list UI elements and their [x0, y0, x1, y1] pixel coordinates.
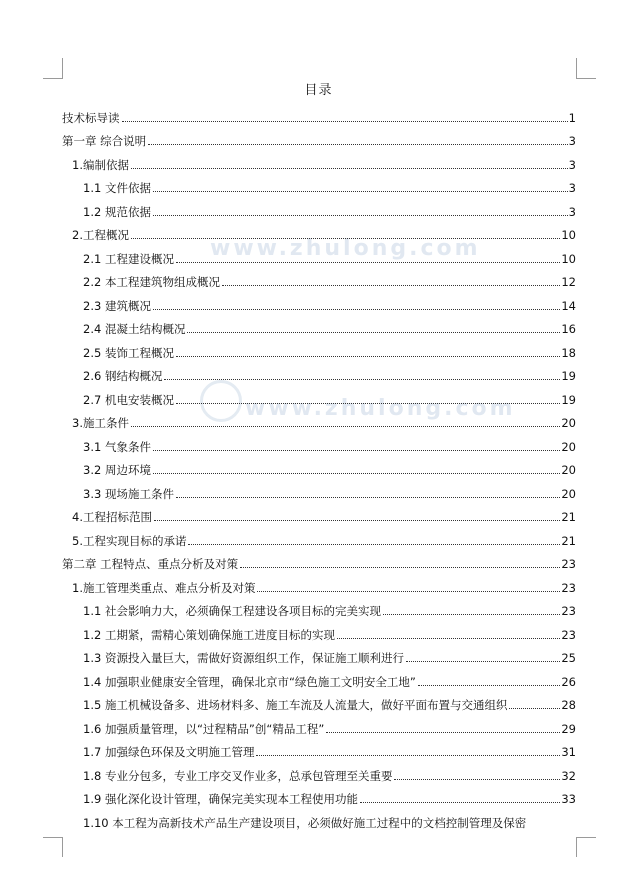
toc-dot-leader [164, 379, 560, 380]
toc-dot-leader [188, 544, 560, 545]
toc-page-number: 20 [561, 416, 576, 430]
toc-page-number: 20 [561, 486, 576, 501]
toc-page-number: 18 [561, 345, 576, 360]
toc-page-number: 3 [568, 157, 576, 172]
toc-page-number: 23 [561, 604, 576, 618]
toc-entry[interactable] [62, 148, 576, 172]
toc-entry-label: 1.5 施工机械设备多、进场材料多、施工车流及人流量大，做好平面布置与交通组织 [83, 698, 508, 712]
toc-page-number: 10 [561, 251, 576, 266]
toc-entry[interactable] [62, 289, 576, 313]
toc-entry-label: 3.施工条件 [72, 416, 129, 430]
toc-page-number: 19 [561, 369, 576, 383]
toc-entry[interactable] [62, 806, 576, 830]
toc-page-number: 3 [568, 204, 576, 219]
crop-mark-top-left [62, 58, 63, 78]
toc-page-number: 21 [561, 510, 576, 524]
toc-entry-label: 5.工程实现目标的承诺 [72, 533, 187, 548]
toc-page-number: 28 [561, 698, 576, 712]
toc-entry[interactable] [62, 689, 576, 713]
toc-dot-leader [153, 450, 560, 451]
toc-entry[interactable] [62, 360, 576, 384]
crop-mark-bottom-left [43, 837, 63, 838]
toc-dot-leader [176, 497, 560, 498]
toc-page-number: 33 [561, 792, 576, 806]
toc-page-number: 20 [561, 439, 576, 454]
toc-entry[interactable] [62, 571, 576, 595]
toc-dot-leader [394, 779, 560, 780]
toc-entry-label: 2.7 机电安装概况 [83, 392, 174, 407]
toc-entry-label: 2.1 工程建设概况 [83, 251, 174, 266]
toc-entry-label: 1.2 规范依据 [83, 204, 151, 219]
crop-mark-bottom-right [576, 837, 577, 857]
toc-page-number: 32 [561, 768, 576, 783]
toc-entry-label: 2.工程概况 [72, 228, 129, 242]
toc-entry[interactable] [62, 524, 576, 548]
toc-dot-leader [418, 685, 561, 686]
toc-entry[interactable] [62, 242, 576, 266]
toc-entry[interactable] [62, 783, 576, 807]
toc-page-number: 23 [561, 627, 576, 642]
toc-page-number: 23 [561, 580, 576, 595]
toc-title: 目录 [304, 83, 333, 98]
toc-entry[interactable] [62, 501, 576, 525]
toc-dot-leader [176, 356, 560, 357]
toc-entry[interactable] [62, 759, 576, 783]
toc-entry[interactable] [62, 407, 576, 431]
toc-entry-label: 3.1 气象条件 [83, 439, 151, 454]
toc-entry[interactable] [62, 266, 576, 290]
toc-dot-leader [153, 309, 560, 310]
toc-entry-label: 2.4 混凝土结构概况 [83, 322, 186, 336]
toc-entry-label: 1.1 社会影响力大，必须确保工程建设各项目标的完美实现 [83, 604, 381, 618]
toc-dot-leader [326, 732, 560, 733]
toc-dot-leader [337, 638, 560, 639]
toc-page-number: 31 [561, 745, 576, 759]
toc-entry[interactable] [62, 548, 576, 572]
toc-entry-label: 2.2 本工程建筑物组成概况 [83, 275, 220, 289]
toc-entry-label: 1.10 本工程为高新技术产品生产建设项目，必须做好施工过程中的文档控制管理及保密 [83, 815, 527, 830]
toc-page-number: 1 [568, 110, 576, 125]
toc-entry-label: 1.施工管理类重点、难点分析及对策 [72, 580, 256, 595]
toc-entry[interactable] [62, 430, 576, 454]
toc-dot-leader [509, 708, 560, 709]
toc-entry[interactable] [62, 454, 576, 478]
toc-dot-leader [406, 661, 560, 662]
toc-entry-label: 2.5 装饰工程概况 [83, 345, 174, 360]
toc-page-number: 26 [561, 674, 576, 689]
toc-entry-label: 3.3 现场施工条件 [83, 486, 174, 501]
toc-entry[interactable] [62, 618, 576, 642]
toc-entry[interactable] [62, 101, 576, 125]
toc-entry[interactable] [62, 125, 576, 149]
crop-mark-top-right [576, 58, 577, 78]
toc-page-number: 19 [561, 392, 576, 407]
toc-dot-leader [222, 285, 560, 286]
toc-dot-leader [153, 191, 568, 192]
watermark: www.zhulong.com [210, 236, 481, 261]
toc-page-number: 23 [561, 557, 576, 571]
toc-dot-leader [187, 332, 560, 333]
toc-dot-leader [148, 144, 568, 145]
toc-page-number: 3 [568, 181, 576, 195]
toc-dot-leader [176, 403, 560, 404]
toc-dot-leader [153, 215, 568, 216]
toc-entry[interactable] [62, 595, 576, 619]
toc-entry-label: 4.工程招标范围 [72, 510, 152, 524]
toc-entry-label: 技术标导读 [62, 110, 120, 125]
toc-entry[interactable] [62, 665, 576, 689]
toc-page-number: 20 [561, 463, 576, 477]
toc-entry[interactable] [62, 313, 576, 337]
toc-dot-leader [131, 238, 560, 239]
toc-page-number: 29 [561, 721, 576, 736]
toc-dot-leader [257, 591, 560, 592]
toc-dot-leader [256, 755, 560, 756]
toc-dot-leader [122, 121, 568, 122]
toc-entry-label: 3.2 周边环境 [83, 463, 151, 477]
crop-mark-bottom-right [576, 837, 596, 838]
toc-entry-label: 1.1 文件依据 [83, 181, 151, 195]
toc-page-number: 10 [561, 228, 576, 242]
toc-entry-label: 2.3 建筑概况 [83, 298, 151, 313]
toc-entry[interactable] [62, 383, 576, 407]
toc-entry[interactable] [62, 172, 576, 196]
toc-dot-leader [360, 802, 560, 803]
toc-dot-leader [131, 426, 560, 427]
toc-dot-leader [131, 168, 568, 169]
toc-entry[interactable] [62, 736, 576, 760]
toc-entry[interactable] [62, 219, 576, 243]
toc-entry[interactable] [62, 712, 576, 736]
toc-entry-label: 第一章 综合说明 [62, 134, 147, 148]
toc-page-number: 21 [561, 533, 576, 548]
toc-entry[interactable] [62, 477, 576, 501]
toc-entry-label: 第二章 工程特点、重点分析及对策 [62, 557, 239, 571]
toc-dot-leader [154, 520, 560, 521]
toc-entry-label: 1.7 加强绿色环保及文明施工管理 [83, 745, 255, 759]
toc-entry-label: 1.编制依据 [72, 157, 129, 172]
toc-entry[interactable] [62, 195, 576, 219]
toc-page-number: 12 [561, 275, 576, 289]
toc-entry[interactable] [62, 642, 576, 666]
toc-page-number: 14 [561, 298, 576, 313]
toc-dot-leader [176, 262, 560, 263]
toc-entry-label: 2.6 钢结构概况 [83, 369, 163, 383]
crop-mark-bottom-left [62, 837, 63, 857]
toc-entry-label: 1.6 加强质量管理，以“过程精品”创“精品工程” [83, 721, 325, 736]
toc-entry-label: 1.2 工期紧，需精心策划确保施工进度目标的实现 [83, 627, 335, 642]
toc-page-number: 25 [561, 651, 576, 665]
toc-entry-label: 1.4 加强职业健康安全管理，确保北京市“绿色施工文明安全工地” [83, 674, 416, 689]
toc-entry-label: 1.3 资源投入量巨大，需做好资源组织工作，保证施工顺利进行 [83, 651, 404, 665]
toc-entry-label: 1.9 强化深化设计管理，确保完美实现本工程使用功能 [83, 792, 358, 806]
toc-page-number: 16 [561, 322, 576, 336]
toc-entry[interactable] [62, 336, 576, 360]
table-of-contents [62, 101, 576, 830]
toc-page-number: 3 [568, 134, 576, 148]
toc-dot-leader [383, 614, 560, 615]
watermark: www.zhulong.com [245, 396, 516, 421]
toc-dot-leader [153, 473, 560, 474]
toc-dot-leader [240, 567, 560, 568]
toc-entry-label: 1.8 专业分包多，专业工序交叉作业多，总承包管理至关重要 [83, 768, 393, 783]
